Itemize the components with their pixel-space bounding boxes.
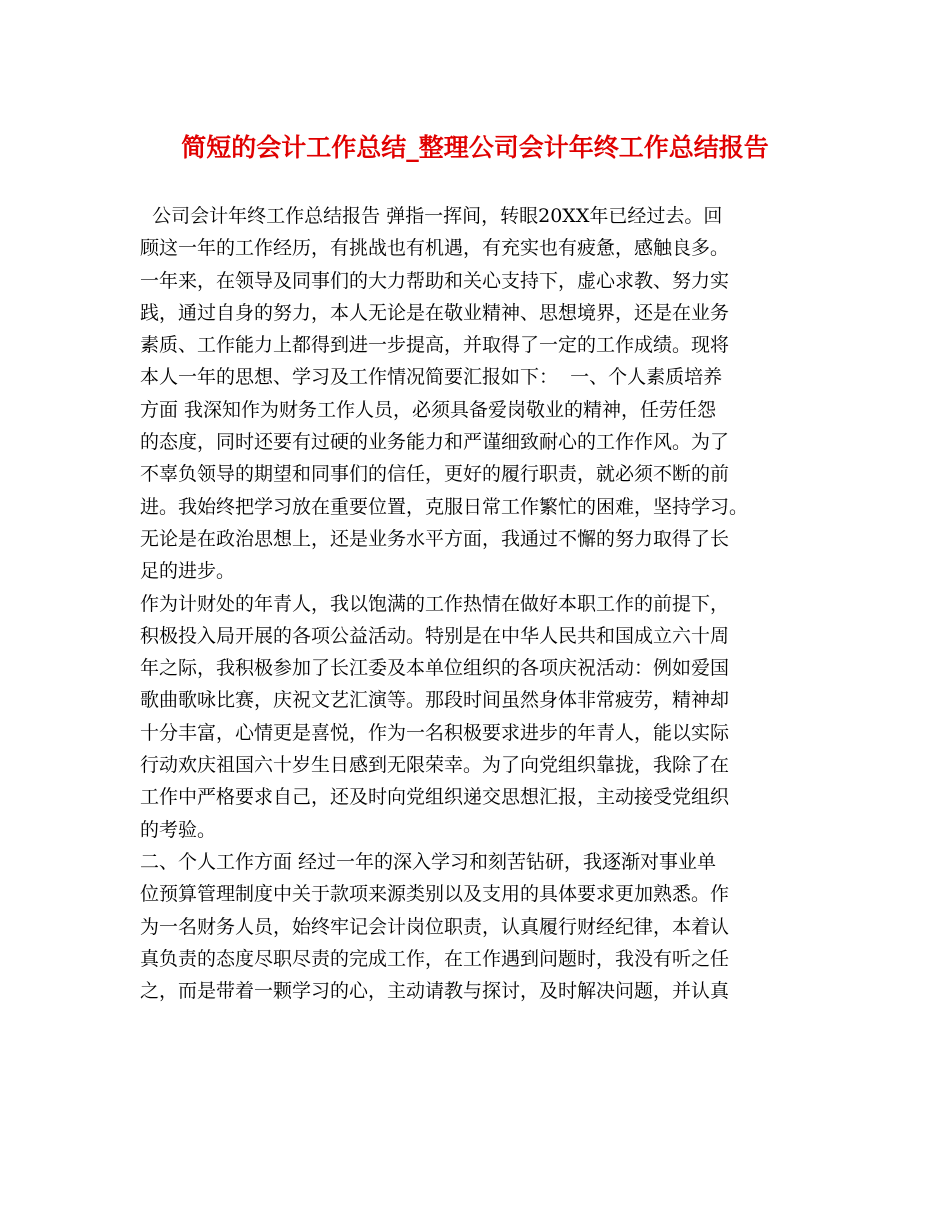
- body-line: 不辜负领导的期望和同事们的信任，更好的履行职责，就必须不断的前: [140, 463, 730, 486]
- body-line: 的考验。: [140, 818, 217, 841]
- body-line: 位预算管理制度中关于款项来源类别以及支用的具体要求更加熟悉。作: [140, 883, 730, 906]
- body-line: 践，通过自身的努力，本人无论是在敬业精神、思想境界，还是在业务: [140, 301, 730, 324]
- body-line: 真负责的态度尽职尽责的完成工作，在工作遇到问题时，我没有听之任: [140, 947, 730, 970]
- body-line: 二、个人工作方面 经过一年的深入学习和刻苦钻研，我逐渐对事业单: [140, 850, 717, 873]
- body-line: 作为计财处的年青人，我以饱满的工作热情在做好本职工作的前提下，: [140, 592, 730, 615]
- body-line: 为一名财务人员，始终牢记会计岗位职责，认真履行财经纪律，本着认: [140, 915, 730, 938]
- body-line: 足的进步。: [140, 560, 236, 583]
- body-line: 方面 我深知作为财务工作人员，必须具备爱岗敬业的精神，任劳任怨: [140, 398, 717, 421]
- document-title: 简短的会计工作总结_整理公司会计年终工作总结报告: [181, 133, 769, 162]
- body-line: 顾这一年的工作经历，有挑战也有机遇，有充实也有疲惫，感触良多。: [140, 237, 730, 260]
- body-line: 的态度，同时还要有过硬的业务能力和严谨细致耐心的工作作风。为了: [140, 431, 730, 454]
- body-line: 年之际，我积极参加了长江委及本单位组织的各项庆祝活动：例如爱国: [140, 657, 730, 680]
- body-line: 本人一年的思想、学习及工作情况简要汇报如下： 一、个人素质培养: [140, 366, 723, 389]
- document-body: [140, 200, 820, 1007]
- body-line: 工作中严格要求自己，还及时向党组织递交思想汇报，主动接受党组织: [140, 786, 730, 809]
- body-line: 公司会计年终工作总结报告 弹指一挥间，转眼20XX年已经过去。回: [140, 205, 723, 227]
- body-line: 行动欢庆祖国六十岁生日感到无限荣幸。为了向党组织靠拢，我除了在: [140, 754, 730, 777]
- body-line: 素质、工作能力上都得到进一步提高，并取得了一定的工作成绩。现将: [140, 334, 730, 357]
- body-line: 积极投入局开展的各项公益活动。特别是在中华人民共和国成立六十周: [140, 624, 730, 647]
- body-line: 进。我始终把学习放在重要位置，克服日常工作繁忙的困难，坚持学习。: [140, 495, 749, 518]
- body-line: 歌曲歌咏比赛，庆祝文艺汇演等。那段时间虽然身体非常疲劳，精神却: [140, 689, 730, 712]
- body-line: 之，而是带着一颗学习的心，主动请教与探讨，及时解决问题，并认真: [140, 980, 730, 1003]
- body-line: 无论是在政治思想上，还是业务水平方面，我通过不懈的努力取得了长: [140, 527, 730, 550]
- body-line: 十分丰富，心情更是喜悦，作为一名积极要求进步的年青人，能以实际: [140, 721, 730, 744]
- body-line: 一年来，在领导及同事们的大力帮助和关心支持下，虚心求教、努力实: [140, 269, 730, 292]
